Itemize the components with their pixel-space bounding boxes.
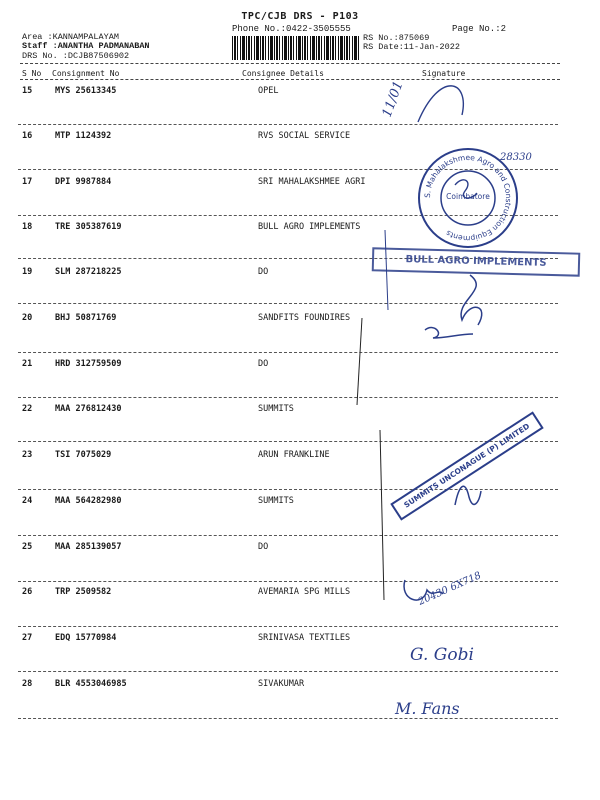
row-consignment: MAA 285139057 [55, 542, 122, 552]
sig-23-stroke [455, 486, 481, 505]
row-consignee: DO [258, 267, 269, 277]
col-signature-header: Signature [422, 69, 466, 78]
sig-28-text: M. Fans [395, 699, 460, 718]
row-consignee: SANDFITS FOUNDIRES [258, 313, 351, 323]
row-sno: 22 [22, 404, 33, 414]
row-consignee: BULL AGRO IMPLEMENTS [258, 222, 361, 232]
sig-20-stroke [425, 328, 473, 338]
seal-outer-text: S. Mahalakshmee Agro and Construction Equipments [422, 152, 514, 244]
sig-17-stroke [455, 180, 477, 198]
staff-label: Staff :ANANTHA PADMANABAN [22, 41, 150, 51]
row-consignment: BHJ 50871769 [55, 313, 117, 323]
area-label: Area :KANNAMPALAYAM [22, 32, 119, 42]
row-sno: 26 [22, 587, 33, 597]
row-sno: 15 [22, 86, 33, 96]
row-sno: 19 [22, 267, 33, 277]
row-consignee: SIVAKUMAR [258, 679, 305, 689]
row-sno: 24 [22, 496, 33, 506]
row-consignment: SLM 287218225 [55, 267, 122, 277]
row-consignee: SUMMITS [258, 404, 294, 414]
row-consignment: TRP 2509582 [55, 587, 112, 597]
summits-stamp: SUMMITS UNCONAGUE (P) LIMITED [390, 411, 543, 520]
row-consignee: DO [258, 542, 269, 552]
row-consignee: SRINIVASA TEXTILES [258, 633, 351, 643]
row-consignment: MYS 25613345 [55, 86, 117, 96]
sig-26-note: 20430 6X718 [416, 570, 483, 608]
bull-agro-stamp: BULL AGRO IMPLEMENTS [372, 247, 581, 276]
row-consignee: OPEL [258, 86, 279, 96]
row-consignee: AVEMARIA SPG MILLS [258, 587, 351, 597]
row-consignee: SUMMITS [258, 496, 294, 506]
row-consignee: RVS SOCIAL SERVICE [258, 131, 351, 141]
sig-19-stroke [461, 275, 482, 325]
sig-26-note-group [416, 570, 483, 608]
sig-27-text: G. Gobi [410, 645, 474, 665]
row-sno: 20 [22, 313, 33, 323]
col-consignment-header: Consignment No [52, 69, 120, 78]
row-consignment: TRE 305387619 [55, 222, 122, 232]
row-consignment: MTP 1124392 [55, 131, 112, 141]
drs-number: DRS No. :DCJB87506902 [22, 51, 130, 61]
row-consignee: ARUN FRANKLINE [258, 450, 330, 460]
row-consignment: MAA 276812430 [55, 404, 122, 414]
margin-line-1 [385, 230, 388, 310]
row-sno: 27 [22, 633, 33, 643]
document-title: TPC/CJB DRS - P103 [241, 11, 359, 22]
signature-row-15 [380, 79, 407, 119]
col-consignee-header: Consignee Details [242, 69, 324, 78]
row-consignment: DPI 9987884 [55, 177, 112, 187]
page-number: Page No.:2 [452, 24, 507, 34]
sig-17-note: 28330 [500, 152, 532, 163]
rs-number: RS No.:875069 [363, 33, 430, 43]
row-consignment: TSI 7075029 [55, 450, 112, 460]
row-sno: 16 [22, 131, 33, 141]
row-consignment: HRD 312759509 [55, 359, 122, 369]
row-consignment: EDQ 15770984 [55, 633, 117, 643]
seal-center-text: Coimbatore [446, 192, 490, 201]
sig-15-text: 11/01 [379, 79, 407, 120]
row-sno: 28 [22, 679, 33, 689]
phone-number: Phone No.:0422-3505555 [232, 24, 351, 34]
rs-date: RS Date:11-Jan-2022 [363, 42, 460, 52]
row-consignee: SRI MAHALAKSHMEE AGRI [258, 177, 366, 187]
row-sno: 21 [22, 359, 33, 369]
margin-line-2 [357, 318, 362, 405]
row-consignee: DO [258, 359, 269, 369]
row-sno: 23 [22, 450, 33, 460]
col-sno-header: S No [22, 69, 42, 78]
margin-line-3 [380, 430, 384, 600]
row-sno: 18 [22, 222, 33, 232]
sig-15-stroke [418, 86, 463, 122]
row-sno: 25 [22, 542, 33, 552]
row-consignment: MAA 564282980 [55, 496, 122, 506]
row-consignment: BLR 4553046985 [55, 679, 127, 689]
row-sno: 17 [22, 177, 33, 187]
